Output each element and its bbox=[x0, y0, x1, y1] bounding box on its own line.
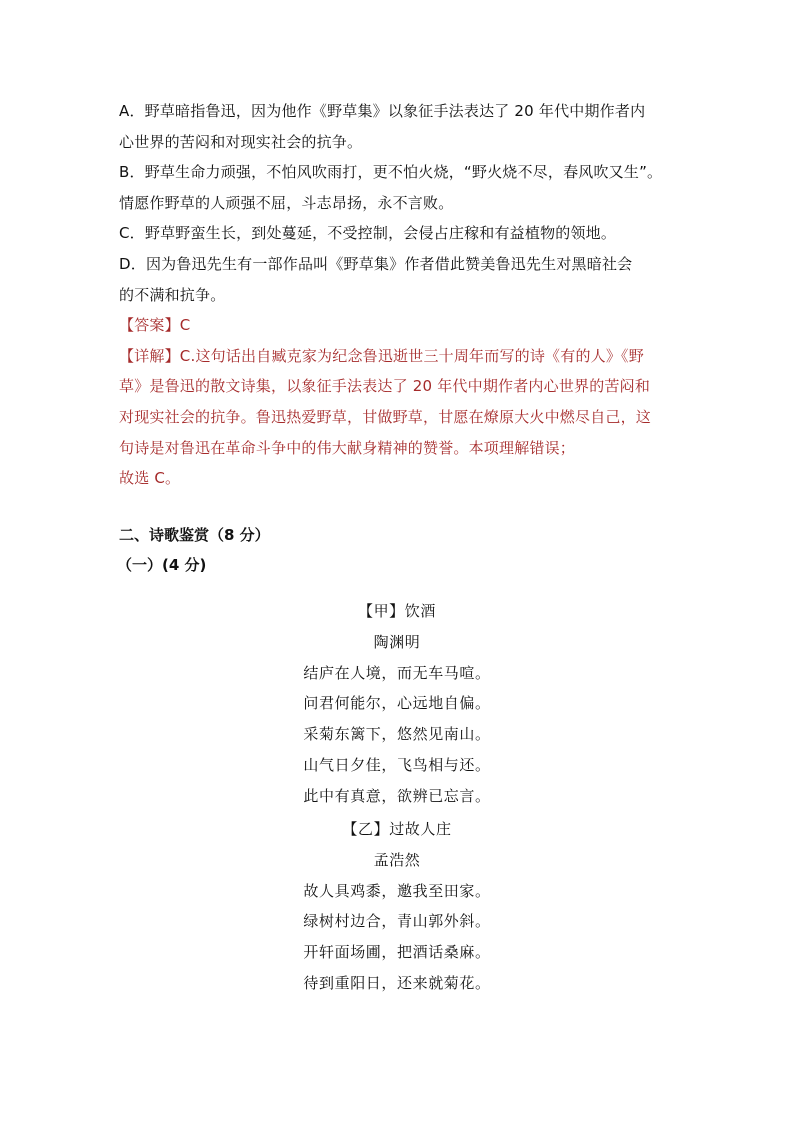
poem-line: 绿树村边合，青山郭外斜。 bbox=[303, 912, 491, 931]
poem-author: 孟浩然 bbox=[373, 850, 421, 869]
option-c-line-1: C．野草野蛮生长，到处蔓延，不受控制，会侵占庄稼和有益植物的领地。 bbox=[119, 224, 617, 243]
detail-explanation bbox=[119, 341, 679, 494]
poem-line: 结庐在人境，而无车马喧。 bbox=[303, 663, 491, 682]
detail-line-1: 【详解】C.这句话出自臧克家为纪念鲁迅逝世三十周年而写的诗《有的人》《野 bbox=[119, 346, 644, 365]
answer: 【答案】C bbox=[119, 316, 191, 335]
option-a-line-2: 心世界的苦闷和对现实社会的抗争。 bbox=[119, 132, 363, 151]
poem-line: 此中有真意，欲辨已忘言。 bbox=[303, 786, 491, 805]
poem-line: 问君何能尔，心远地自偏。 bbox=[303, 694, 491, 713]
detail-line-2: 草》是鲁迅的散文诗集，以象征手法表达了 20 年代中期作者内心世界的苦闷和 bbox=[119, 377, 651, 396]
option-b-line-1: B．野草生命力顽强，不怕风吹雨打，更不怕火烧，“野火烧不尽，春风吹又生”。 bbox=[119, 163, 663, 182]
poem-jia bbox=[0, 596, 794, 812]
poem-line: 开轩面场圃，把酒话桑麻。 bbox=[303, 943, 491, 962]
section-title: 二、诗歌鉴赏（8 分） bbox=[119, 525, 270, 544]
option-d bbox=[119, 249, 679, 310]
poem-line: 故人具鸡黍，邀我至田家。 bbox=[303, 881, 491, 900]
spacer bbox=[119, 494, 679, 520]
option-a bbox=[119, 96, 679, 157]
detail-conclusion: 故选 C。 bbox=[119, 469, 181, 488]
poem-line: 山气日夕佳，飞鸟相与还。 bbox=[303, 755, 491, 774]
poem-yi bbox=[0, 814, 794, 999]
option-b-line-2: 情愿作野草的人顽强不屈，斗志昂扬，永不言败。 bbox=[119, 193, 454, 212]
detail-line-4: 句诗是对鲁迅在革命斗争中的伟大献身精神的赞誉。本项理解错误； bbox=[119, 438, 576, 457]
question-content bbox=[119, 96, 679, 581]
poem-title: 【乙】过故人庄 bbox=[342, 820, 452, 838]
section-subtitle: （一）(4 分) bbox=[117, 556, 207, 575]
poem-author: 陶渊明 bbox=[373, 632, 421, 651]
poem-line: 采菊东篱下，悠然见南山。 bbox=[303, 725, 491, 744]
detail-line-3: 对现实社会的抗争。鲁迅热爱野草，甘做野草，甘愿在燎原大火中燃尽自己，这 bbox=[119, 407, 652, 426]
poem-title: 【甲】饮酒 bbox=[357, 602, 436, 620]
option-c bbox=[119, 218, 679, 249]
option-a-line-1: A．野草暗指鲁迅，因为他作《野草集》以象征手法表达了 20 年代中期作者内 bbox=[119, 102, 646, 120]
option-d-line-1: D．因为鲁迅先生有一部作品叫《野草集》作者借此赞美鲁迅先生对黑暗社会 bbox=[119, 254, 633, 273]
option-d-line-2: 的不满和抗争。 bbox=[119, 285, 226, 304]
option-b bbox=[119, 157, 679, 218]
poem-line: 待到重阳日，还来就菊花。 bbox=[303, 973, 491, 992]
